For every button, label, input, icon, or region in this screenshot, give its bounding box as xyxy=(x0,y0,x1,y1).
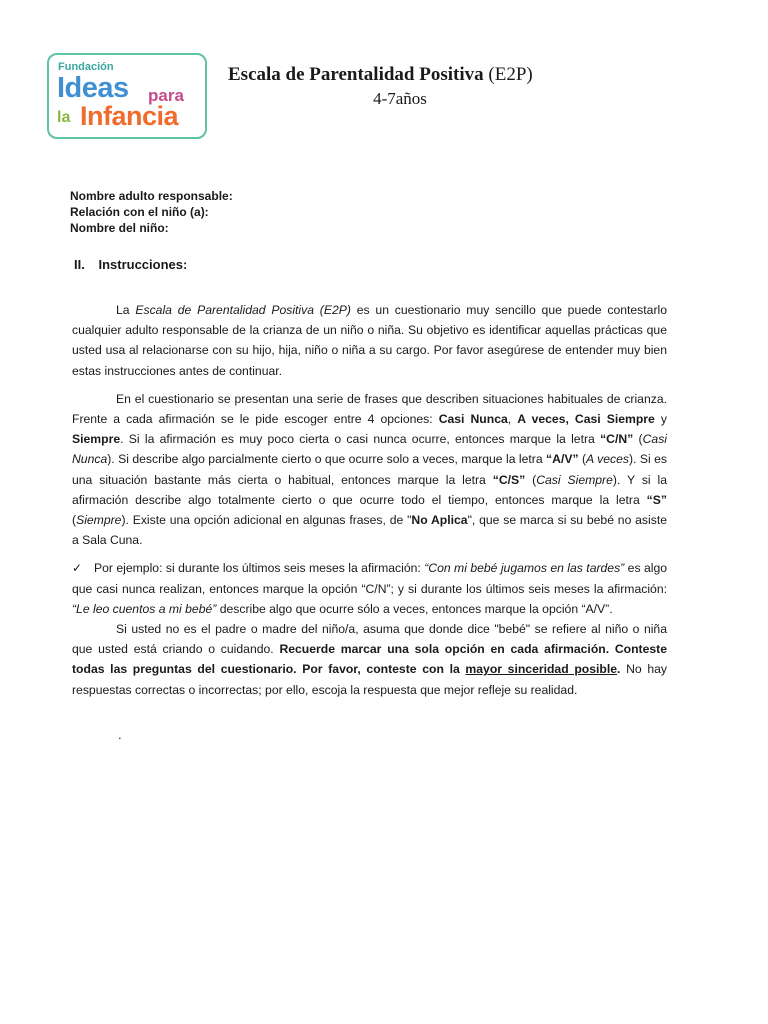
text-run: ( xyxy=(72,513,77,528)
text-run: ). Existe una opción adicional en algunas frases, de " xyxy=(121,513,412,528)
text-run: ). Si describe algo parcialmente cierto o que ocurre solo a veces, marque la letra xyxy=(107,452,547,467)
option-a-veces: A veces xyxy=(517,412,566,427)
document-subtitle: 4-7años xyxy=(373,89,427,108)
text-run: es un cuestionario muy sencillo que puede contestarlo cualquier adulto responsable de la crianza de un niño o niña. Su objetivo es identificar aquellas prácticas que usted usa al relacionarse con su hijo, hija, niño o niña a su cargo. Por favor asegúrese de entender muy bien estas instrucciones antes de continuar. xyxy=(72,303,667,378)
logo-word-ideas: Ideas xyxy=(57,72,129,104)
text-run: A veces xyxy=(586,452,629,467)
text-run: . Si la afirmación es muy poco cierta o casi nunca ocurre, entonces marque la letra xyxy=(120,432,601,447)
text-run: Casi Siempre xyxy=(536,472,613,487)
document-title-main: Escala de Parentalidad Positiva xyxy=(228,64,484,85)
code-cs: “C/S” xyxy=(492,472,526,487)
text-run: ). Y si la afirmación describe algo totalmente cierto o que ocurre todo el tiempo, entonces marque la letra xyxy=(72,472,668,507)
text-run: Si usted no es el padre o madre del niño/a, asuma que donde dice "bebé" se refiere al niño o niña que usted está criando o cuidando. xyxy=(72,622,667,657)
text-run: ( xyxy=(633,432,643,447)
field-adult-name: Nombre adulto responsable: xyxy=(70,189,233,203)
option-casi-nunca: Casi Nunca xyxy=(438,412,508,427)
paragraph-options xyxy=(72,389,667,551)
option-siempre: Siempre xyxy=(72,432,121,447)
text-run: ", que se marca si su bebé no asiste a Sala Cuna. xyxy=(72,513,667,548)
document-title xyxy=(228,64,578,86)
text-run: ( xyxy=(578,452,587,467)
text-run: , xyxy=(507,412,518,427)
document-title-suffix: (E2P) xyxy=(488,64,533,85)
option-casi-siempre: Casi Siempre xyxy=(574,412,655,427)
text-run: Por ejemplo: si durante los últimos seis meses la afirmación: xyxy=(94,561,425,576)
logo-word-infancia: Infancia xyxy=(80,101,179,131)
text-run: En el cuestionario se presentan una serie de frases que describen situaciones habituales de crianza. Frente a cada afirmación se le pide escoger entre 4 opciones: xyxy=(72,391,667,427)
example-quote-1: “Con mi bebé jugamos en las tardes” xyxy=(424,561,625,576)
text-run-bold: . xyxy=(617,662,621,677)
fundacion-logo xyxy=(47,53,207,139)
example-quote-2: “Le leo cuentos a mi bebé” xyxy=(72,601,217,616)
text-run: No hay respuestas correctas o incorrectas; por ello, escoja la respuesta que mejor refleje su realidad. xyxy=(72,662,667,697)
code-s: “S” xyxy=(646,492,667,507)
section-heading xyxy=(74,257,187,272)
paragraph-intro xyxy=(72,300,667,381)
text-run: , xyxy=(565,412,575,427)
text-run: Siempre xyxy=(76,513,122,528)
text-run: y xyxy=(654,412,667,427)
code-av: “A/V” xyxy=(546,452,579,467)
paragraph-closing xyxy=(72,619,667,700)
respondent-fields xyxy=(70,188,233,236)
logo-line-fundacion: Fundación xyxy=(58,61,114,73)
text-run: ( xyxy=(525,472,537,487)
checkmark-icon: ✓ xyxy=(72,561,83,576)
code-cn: “C/N” xyxy=(600,432,634,447)
section-number: II. xyxy=(74,257,85,272)
logo-word-la: la xyxy=(57,109,71,126)
instructions-body xyxy=(72,300,667,700)
paragraph-example xyxy=(72,558,667,619)
option-no-aplica: No Aplica xyxy=(411,513,468,528)
text-run: ). Si es una situación bastante más cierta o habitual, entonces marque la letra xyxy=(72,452,667,487)
field-relation: Relación con el niño (a): xyxy=(70,205,209,219)
text-run: es algo que casi nunca realizan, entonces marque la opción “C/N”; y si durante los últimos seis meses la afirmación: xyxy=(72,561,668,596)
emphasis-sincerity: mayor sinceridad posible xyxy=(465,662,617,677)
text-run: Casi Nunca xyxy=(72,432,667,467)
section-title: Instrucciones: xyxy=(98,257,188,272)
trailing-dot: . xyxy=(118,727,122,742)
text-run: describe algo que ocurre sólo a veces, entonces marque la opción “A/V”. xyxy=(216,601,613,616)
logo-word-para: para xyxy=(148,86,184,105)
scale-name: Escala de Parentalidad Positiva (E2P) xyxy=(135,303,351,317)
text-run-bold: Recuerde marcar una sola opción en cada afirmación. Conteste todas las preguntas del cuestionario. Por favor, conteste con la xyxy=(72,642,668,677)
text-run: La xyxy=(116,303,136,317)
field-child-name: Nombre del niño: xyxy=(70,221,169,235)
